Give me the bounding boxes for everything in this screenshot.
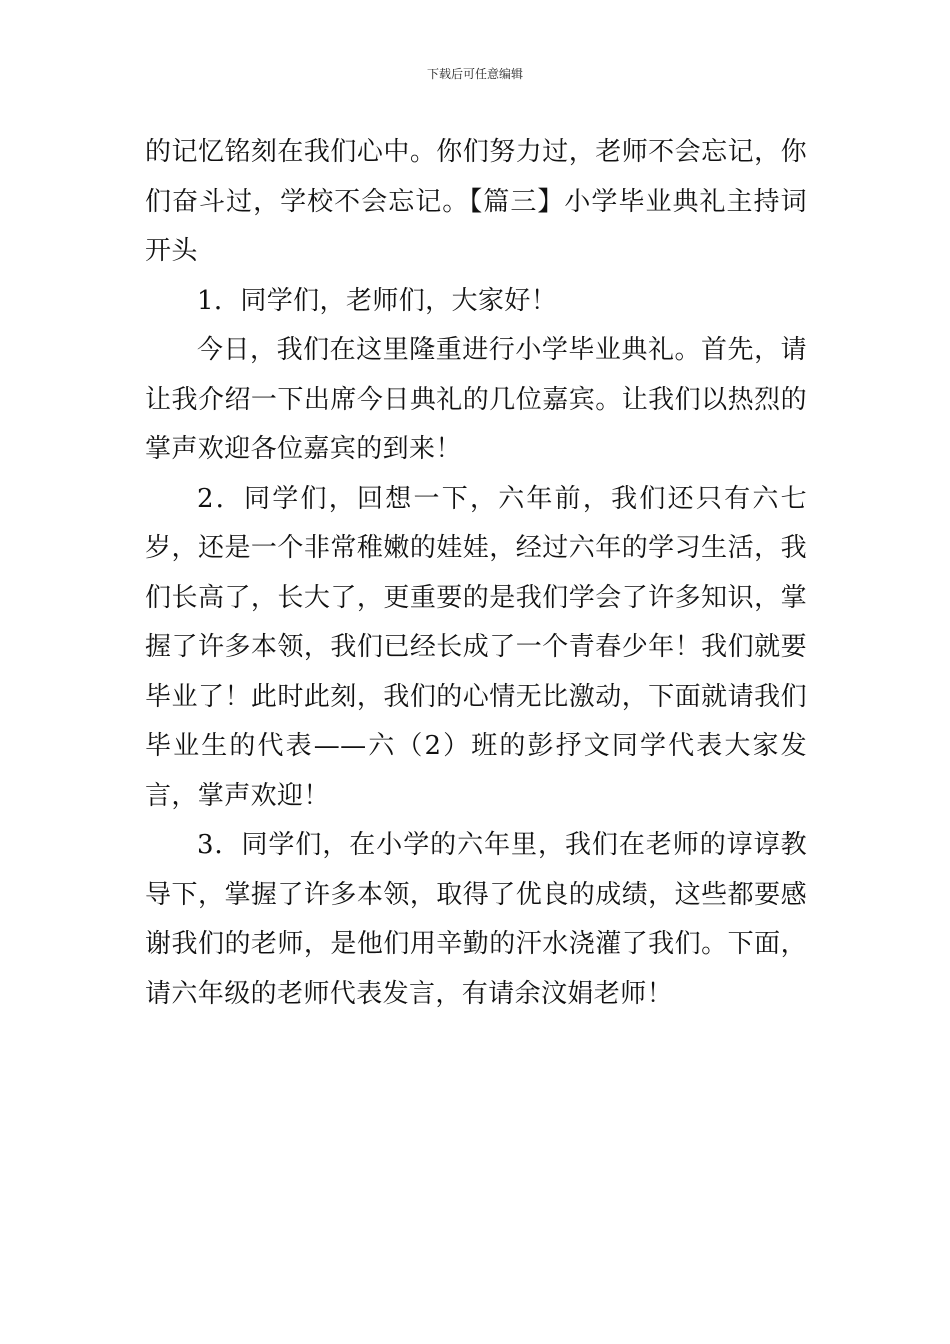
paragraph-item-1: 1．同学们，老师们，大家好！ xyxy=(197,285,558,316)
paragraph-continuation: 的记忆铭刻在我们心中。你们努力过，老师不会忘记，你们奋斗过，学校不会忘记。【篇三】小学毕业典礼主持词开头 xyxy=(145,137,807,266)
page-header: 下载后可任意编辑 xyxy=(426,67,523,81)
paragraph-item-3: 3．同学们，在小学的六年里，我们在老师的谆谆教导下，掌握了许多本领，取得了优良的成绩，这些都要感谢我们的老师，是他们用辛勤的汗水浇灌了我们。下面，请六年级的老师代表发言，有请余汶娟老师！ xyxy=(145,830,807,1009)
document-body xyxy=(145,128,807,1019)
paragraph-item-2: 2．同学们，回想一下，六年前，我们还只有六七岁，还是一个非常稚嫩的娃娃，经过六年的学习生活，我们长高了，长大了，更重要的是我们学会了许多知识，掌握了许多本领，我们已经长成了一个青春少年！我们就要毕业了！此时此刻，我们的心情无比激动，下面就请我们毕业生的代表——六（2）班的彭抒文同学代表大家发言，掌声欢迎！ xyxy=(145,483,807,811)
paragraph-item-1-body: 今日，我们在这里隆重进行小学毕业典礼。首先，请让我介绍一下出席今日典礼的几位嘉宾。让我们以热烈的掌声欢迎各位嘉宾的到来！ xyxy=(145,335,807,464)
